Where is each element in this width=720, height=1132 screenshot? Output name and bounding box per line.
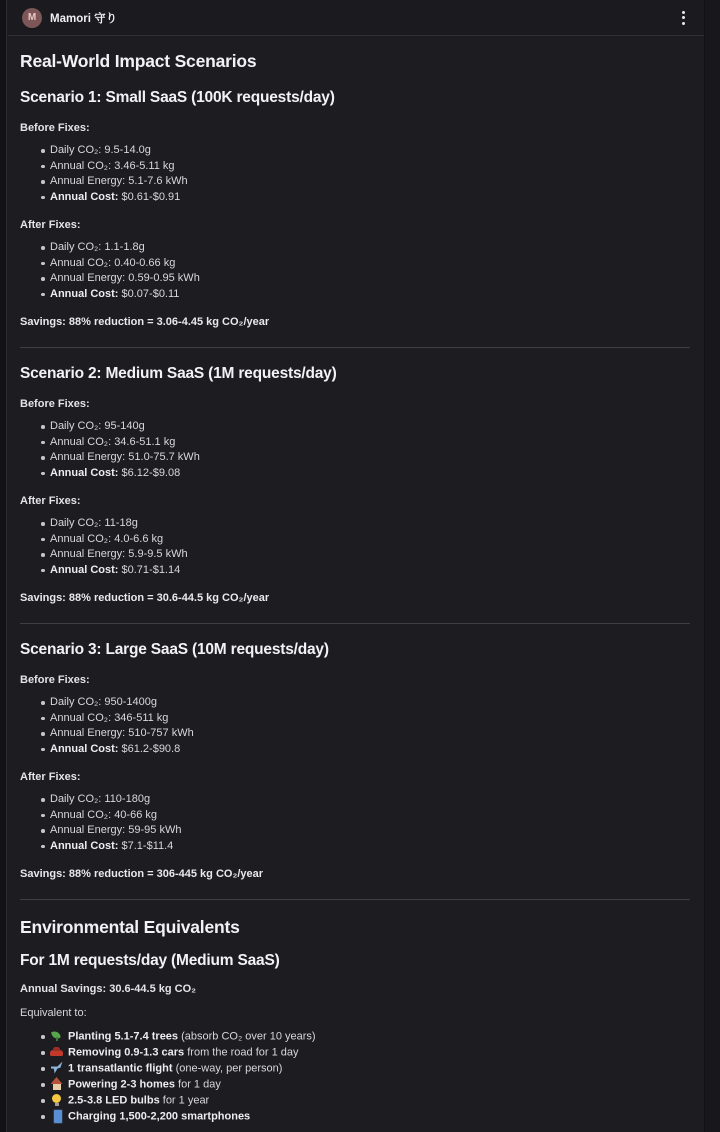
before-fixes-label: Before Fixes: (20, 674, 90, 686)
section-divider (20, 899, 690, 900)
list-item: Daily CO₂: 95-140g (20, 419, 690, 435)
list-item: Annual Cost: $7.1-$11.4 (20, 839, 690, 855)
before-fixes-list (20, 419, 690, 481)
list-item: Daily CO₂: 1.1-1.8g (20, 240, 690, 256)
equivalents-list (20, 1029, 690, 1125)
list-item: Annual CO₂: 34.6-51.1 kg (20, 435, 690, 451)
annual-savings-line: Annual Savings: 30.6-44.5 kg CO₂ (20, 983, 197, 995)
list-item: Annual Cost: $61.2-$90.8 (20, 742, 690, 758)
list-item: Annual CO₂: 4.0-6.6 kg (20, 532, 690, 548)
list-item: Annual Cost: $6.12-$9.08 (20, 466, 690, 482)
scenario-title: Scenario 3: Large SaaS (10M requests/day) (20, 641, 329, 658)
list-item: Daily CO₂: 11-18g (20, 516, 690, 532)
chat-title: Mamori 守り (50, 12, 118, 25)
phone-icon (50, 1109, 63, 1122)
after-fixes-list (20, 792, 690, 854)
list-item: Annual Energy: 0.59-0.95 kWh (20, 271, 690, 287)
list-item: Daily CO₂: 950-1400g (20, 695, 690, 711)
list-item: Charging 1,500-2,200 smartphones (20, 1109, 690, 1125)
savings-line: Savings: 88% reduction = 306-445 kg CO₂/year (20, 868, 264, 880)
list-item: Annual CO₂: 40-66 kg (20, 808, 690, 824)
seedling-icon (50, 1029, 63, 1042)
list-item: Removing 0.9-1.3 cars from the road for 1 day (20, 1045, 690, 1061)
list-item: Powering 2-3 homes for 1 day (20, 1077, 690, 1093)
chat-header (8, 0, 704, 36)
airplane-icon (50, 1061, 63, 1074)
page-title: Real-World Impact Scenarios (20, 51, 257, 71)
list-item: 1 transatlantic flight (one-way, per person) (20, 1061, 690, 1077)
kebab-menu-icon[interactable] (677, 7, 690, 29)
before-fixes-list (20, 143, 690, 205)
savings-line: Savings: 88% reduction = 3.06-4.45 kg CO₂/year (20, 316, 270, 328)
message-content (8, 36, 704, 1125)
scenario-section-3 (20, 640, 690, 900)
equivalents-section (20, 916, 690, 1125)
scenario-section-1 (20, 88, 690, 348)
equivalent-to-label: Equivalent to: (20, 1007, 87, 1019)
list-item: Annual Energy: 59-95 kWh (20, 823, 690, 839)
before-fixes-label: Before Fixes: (20, 398, 90, 410)
bulb-icon (50, 1093, 63, 1106)
after-fixes-label: After Fixes: (20, 495, 81, 507)
scrollbar-track[interactable] (704, 0, 720, 1132)
list-item: Annual Cost: $0.71-$1.14 (20, 563, 690, 579)
section-divider (20, 623, 690, 624)
list-item: Daily CO₂: 110-180g (20, 792, 690, 808)
after-fixes-label: After Fixes: (20, 219, 81, 231)
list-item: Annual Energy: 510-757 kWh (20, 726, 690, 742)
list-item: Annual Energy: 5.1-7.6 kWh (20, 174, 690, 190)
savings-line: Savings: 88% reduction = 30.6-44.5 kg CO₂/year (20, 592, 270, 604)
after-fixes-label: After Fixes: (20, 771, 81, 783)
list-item: Annual CO₂: 346-511 kg (20, 711, 690, 727)
avatar[interactable]: M (22, 8, 42, 28)
section-divider (20, 347, 690, 348)
list-item: Daily CO₂: 9.5-14.0g (20, 143, 690, 159)
list-item: Annual Energy: 51.0-75.7 kWh (20, 450, 690, 466)
list-item: Annual Cost: $0.07-$0.11 (20, 287, 690, 303)
car-icon (50, 1045, 63, 1058)
list-item: Annual CO₂: 3.46-5.11 kg (20, 159, 690, 175)
scenario-title: Scenario 2: Medium SaaS (1M requests/day) (20, 365, 337, 382)
house-icon (50, 1077, 63, 1090)
after-fixes-list (20, 240, 690, 302)
scenario-title: Scenario 1: Small SaaS (100K requests/day) (20, 89, 335, 106)
before-fixes-label: Before Fixes: (20, 122, 90, 134)
list-item: Annual CO₂: 0.40-0.66 kg (20, 256, 690, 272)
list-item: Annual Cost: $0.61-$0.91 (20, 190, 690, 206)
after-fixes-list (20, 516, 690, 578)
before-fixes-list (20, 695, 690, 757)
equivalents-subtitle: For 1M requests/day (Medium SaaS) (20, 952, 280, 969)
scenario-section-2 (20, 364, 690, 624)
list-item: 2.5-3.8 LED bulbs for 1 year (20, 1093, 690, 1109)
left-gutter (0, 0, 7, 1132)
equivalents-title: Environmental Equivalents (20, 917, 240, 937)
list-item: Planting 5.1-7.4 trees (absorb CO₂ over 10 years) (20, 1029, 690, 1045)
list-item: Annual Energy: 5.9-9.5 kWh (20, 547, 690, 563)
chat-window (8, 0, 704, 1125)
